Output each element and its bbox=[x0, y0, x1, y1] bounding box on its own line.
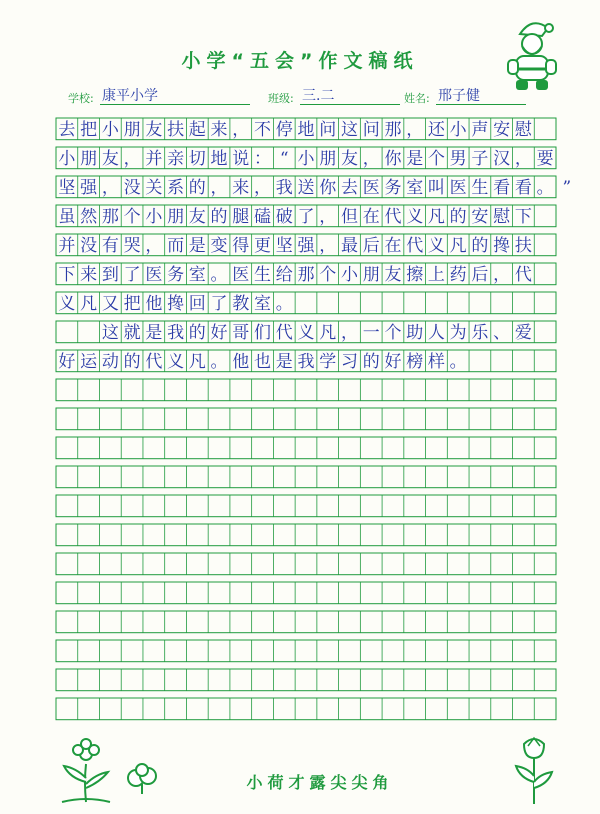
flower-icon bbox=[56, 738, 116, 804]
grid-row-frame bbox=[56, 698, 556, 720]
essay-char: 没 bbox=[80, 235, 98, 256]
essay-char: ， bbox=[514, 148, 532, 169]
essay-char: ： bbox=[254, 148, 272, 169]
essay-char: 好 bbox=[384, 351, 402, 372]
essay-char: 搀 bbox=[167, 293, 185, 314]
grid-row-frame bbox=[56, 553, 556, 575]
essay-char: 慰 bbox=[514, 119, 532, 140]
essay-char: 回 bbox=[188, 293, 206, 314]
essay-char: 坚 bbox=[58, 177, 76, 198]
essay-char: 把 bbox=[123, 293, 141, 314]
essay-char: 磕 bbox=[254, 206, 272, 227]
grid-row bbox=[56, 495, 556, 517]
essay-char: 后 bbox=[362, 235, 380, 256]
essay-char: 不 bbox=[254, 119, 272, 140]
essay-char: 助 bbox=[406, 322, 424, 343]
essay-char: 是 bbox=[188, 235, 206, 256]
essay-char: 朋 bbox=[80, 148, 98, 169]
essay-char: 看 bbox=[514, 177, 532, 198]
essay-char: 代 bbox=[384, 206, 402, 227]
essay-char: 习 bbox=[340, 351, 358, 372]
essay-char: 扶 bbox=[514, 235, 532, 256]
essay-char: 室 bbox=[254, 293, 272, 314]
essay-char: 药 bbox=[449, 264, 467, 285]
essay-char: 没 bbox=[123, 177, 141, 198]
essay-char: 去 bbox=[58, 119, 76, 140]
essay-char: 安 bbox=[493, 119, 511, 140]
essay-char: ， bbox=[232, 119, 250, 140]
essay-char: 地 bbox=[210, 148, 228, 169]
essay-char: 我 bbox=[167, 322, 185, 343]
essay-char: 友 bbox=[101, 148, 119, 169]
essay-char: 代 bbox=[406, 235, 424, 256]
essay-char: 的 bbox=[188, 322, 206, 343]
essay-char: 切 bbox=[188, 148, 206, 169]
essay-char: 腿 bbox=[232, 206, 250, 227]
essay-char: 室 bbox=[188, 264, 206, 285]
essay-char: 爱 bbox=[514, 322, 532, 343]
essay-char: 那 bbox=[101, 206, 119, 227]
essay-char: ， bbox=[340, 322, 358, 343]
essay-char: 子 bbox=[471, 148, 489, 169]
essay-char: ” bbox=[562, 177, 572, 198]
essay-char: 义 bbox=[427, 235, 445, 256]
essay-char: ， bbox=[101, 177, 119, 198]
grid-row-frame bbox=[56, 495, 556, 517]
essay-char: 友 bbox=[145, 119, 163, 140]
grid-row bbox=[56, 640, 556, 662]
essay-char: 扶 bbox=[167, 119, 185, 140]
essay-char: 在 bbox=[384, 235, 402, 256]
essay-char: 小 bbox=[101, 119, 119, 140]
grid-row-frame bbox=[56, 408, 556, 430]
essay-char: 下 bbox=[514, 206, 532, 227]
essay-char: 来 bbox=[80, 264, 98, 285]
grid-row bbox=[56, 698, 556, 720]
essay-char: 义 bbox=[406, 206, 424, 227]
essay-char: 义 bbox=[58, 293, 76, 314]
essay-char: 务 bbox=[167, 264, 185, 285]
essay-char: 室 bbox=[406, 177, 424, 198]
grid-row bbox=[56, 466, 556, 488]
essay-char: 来 bbox=[232, 177, 250, 198]
essay-char: 教 bbox=[232, 293, 250, 314]
essay-char: 并 bbox=[145, 148, 163, 169]
essay-char: 变 bbox=[210, 235, 228, 256]
essay-char: 虽 bbox=[58, 206, 76, 227]
essay-char: 问 bbox=[319, 119, 337, 140]
name-value: 邢子健 bbox=[438, 88, 480, 104]
essay-char: 凡 bbox=[188, 351, 206, 372]
essay-char: 地 bbox=[297, 119, 315, 140]
essay-char: 是 bbox=[145, 322, 163, 343]
essay-char: 那 bbox=[384, 119, 402, 140]
essay-char: 我 bbox=[297, 351, 315, 372]
essay-char: 哥 bbox=[232, 322, 250, 343]
grid-row-frame bbox=[56, 582, 556, 604]
grid-row bbox=[56, 553, 556, 575]
grid-row bbox=[56, 408, 556, 430]
essay-char: ， bbox=[493, 264, 511, 285]
essay-char: 然 bbox=[80, 206, 98, 227]
essay-char: 后 bbox=[471, 264, 489, 285]
essay-char: 声 bbox=[471, 119, 489, 140]
essay-char: 好 bbox=[58, 351, 76, 372]
essay-char: 系 bbox=[167, 177, 185, 198]
essay-char: 友 bbox=[188, 206, 206, 227]
essay-char: 。 bbox=[275, 293, 293, 314]
essay-char: ， bbox=[123, 148, 141, 169]
grid-row-frame bbox=[56, 611, 556, 633]
essay-char: 来 bbox=[210, 119, 228, 140]
essay-char: 个 bbox=[319, 264, 337, 285]
essay-char: 擦 bbox=[406, 264, 424, 285]
essay-char: 有 bbox=[101, 235, 119, 256]
essay-char: 就 bbox=[123, 322, 141, 343]
grid-row bbox=[56, 524, 556, 546]
essay-char: 搀 bbox=[493, 235, 511, 256]
essay-char: ， bbox=[406, 119, 424, 140]
essay-char: 强 bbox=[297, 235, 315, 256]
grid-row-frame bbox=[56, 466, 556, 488]
essay-char: 。 bbox=[449, 351, 467, 372]
essay-char: 凡 bbox=[80, 293, 98, 314]
essay-char: ， bbox=[145, 235, 163, 256]
essay-char: 的 bbox=[188, 177, 206, 198]
essay-char: 是 bbox=[406, 148, 424, 169]
school-value: 康平小学 bbox=[102, 88, 158, 104]
essay-char: 医 bbox=[145, 264, 163, 285]
essay-char: 小 bbox=[449, 119, 467, 140]
essay-char: 小 bbox=[340, 264, 358, 285]
essay-char: 小 bbox=[58, 148, 76, 169]
essay-char: 到 bbox=[101, 264, 119, 285]
essay-char: 务 bbox=[384, 177, 402, 198]
essay-char: 动 bbox=[101, 351, 119, 372]
class-value: 三.二 bbox=[302, 88, 335, 104]
essay-char: 代 bbox=[514, 264, 532, 285]
essay-char: 的 bbox=[210, 206, 228, 227]
essay-char: 你 bbox=[384, 148, 402, 169]
essay-char: 生 bbox=[254, 264, 272, 285]
essay-char: 去 bbox=[340, 177, 358, 198]
essay-char: 把 bbox=[80, 119, 98, 140]
essay-char: 榜 bbox=[406, 351, 424, 372]
essay-char: 那 bbox=[297, 264, 315, 285]
essay-char: ， bbox=[319, 235, 337, 256]
essay-char: 慰 bbox=[493, 206, 511, 227]
essay-char: 运 bbox=[80, 351, 98, 372]
tulip-icon bbox=[510, 736, 558, 806]
essay-char: 了 bbox=[123, 264, 141, 285]
essay-char: 这 bbox=[101, 322, 119, 343]
essay-char: 坚 bbox=[275, 235, 293, 256]
essay-char: ， bbox=[362, 148, 380, 169]
essay-char: 学 bbox=[319, 351, 337, 372]
page-title: 小学“五会”作文稿纸 bbox=[181, 50, 419, 72]
essay-char: 的 bbox=[123, 351, 141, 372]
essay-char: 为 bbox=[449, 322, 467, 343]
essay-char: 他 bbox=[145, 293, 163, 314]
essay-char: ， bbox=[319, 206, 337, 227]
essay-char: 上 bbox=[427, 264, 445, 285]
essay-char: 凡 bbox=[427, 206, 445, 227]
essay-char: 停 bbox=[275, 119, 293, 140]
essay-char: 这 bbox=[340, 119, 358, 140]
essay-char: 下 bbox=[58, 264, 76, 285]
essay-char: 朋 bbox=[167, 206, 185, 227]
essay-char: 亲 bbox=[167, 148, 185, 169]
essay-char: 强 bbox=[80, 177, 98, 198]
essay-char: 还 bbox=[427, 119, 445, 140]
grid-row-frame bbox=[56, 524, 556, 546]
essay-char: 给 bbox=[275, 264, 293, 285]
essay-char: 我 bbox=[275, 177, 293, 198]
essay-char: 送 bbox=[297, 177, 315, 198]
essay-char: 更 bbox=[254, 235, 272, 256]
essay-char: 样 bbox=[427, 351, 445, 372]
grid-row-frame bbox=[56, 379, 556, 401]
essay-char: 。 bbox=[210, 351, 228, 372]
essay-char: 的 bbox=[471, 235, 489, 256]
essay-char: 说 bbox=[232, 148, 250, 169]
footer-slogan: 小荷才露尖尖角 bbox=[246, 773, 394, 792]
essay-char: 了 bbox=[297, 206, 315, 227]
essay-char: 友 bbox=[384, 264, 402, 285]
essay-char: 在 bbox=[362, 206, 380, 227]
essay-char: 个 bbox=[427, 148, 445, 169]
essay-char: 但 bbox=[340, 206, 358, 227]
essay-char: 破 bbox=[275, 206, 293, 227]
essay-char: 了 bbox=[210, 293, 228, 314]
grid-row bbox=[56, 611, 556, 633]
name-label: 姓名: bbox=[404, 92, 430, 105]
essay-char: 哭 bbox=[123, 235, 141, 256]
essay-char: 是 bbox=[275, 351, 293, 372]
essay-char: 。 bbox=[536, 177, 554, 198]
essay-char: 医 bbox=[362, 177, 380, 198]
essay-char: 代 bbox=[275, 322, 293, 343]
essay-char: 们 bbox=[254, 322, 272, 343]
essay-char: 凡 bbox=[449, 235, 467, 256]
essay-char: 最 bbox=[340, 235, 358, 256]
essay-char: 的 bbox=[449, 206, 467, 227]
essay-char: 安 bbox=[471, 206, 489, 227]
essay-char: 朋 bbox=[319, 148, 337, 169]
essay-char: “ bbox=[279, 148, 289, 169]
grid-row-frame bbox=[56, 437, 556, 459]
essay-char: 朋 bbox=[123, 119, 141, 140]
essay-char: 要 bbox=[536, 148, 554, 169]
bush-icon bbox=[124, 762, 160, 796]
essay-char: 起 bbox=[188, 119, 206, 140]
essay-char: 乐 bbox=[471, 322, 489, 343]
grid-row bbox=[56, 669, 556, 691]
grid-row-frame bbox=[56, 640, 556, 662]
essay-char: 他 bbox=[232, 351, 250, 372]
essay-char: 医 bbox=[449, 177, 467, 198]
essay-char: 。 bbox=[210, 264, 228, 285]
essay-char: 好 bbox=[210, 322, 228, 343]
essay-char: 、 bbox=[493, 322, 511, 343]
essay-char: 汉 bbox=[493, 148, 511, 169]
essay-char: 个 bbox=[384, 322, 402, 343]
essay-char: 的 bbox=[362, 351, 380, 372]
essay-char: ， bbox=[210, 177, 228, 198]
grid-row-frame bbox=[56, 669, 556, 691]
grid-row bbox=[56, 437, 556, 459]
essay-char: 个 bbox=[123, 206, 141, 227]
essay-char: 小 bbox=[145, 206, 163, 227]
essay-char: 生 bbox=[471, 177, 489, 198]
essay-char: 又 bbox=[101, 293, 119, 314]
essay-char: 你 bbox=[319, 177, 337, 198]
essay-char: 朋 bbox=[362, 264, 380, 285]
essay-char: 人 bbox=[427, 322, 445, 343]
essay-char: 问 bbox=[362, 119, 380, 140]
essay-char: 看 bbox=[493, 177, 511, 198]
essay-char: 叫 bbox=[427, 177, 445, 198]
essay-char: 也 bbox=[254, 351, 272, 372]
essay-char: 得 bbox=[232, 235, 250, 256]
essay-char: 医 bbox=[232, 264, 250, 285]
essay-char: 代 bbox=[145, 351, 163, 372]
essay-char: 一 bbox=[362, 322, 380, 343]
essay-char: 义 bbox=[167, 351, 185, 372]
essay-char: 小 bbox=[297, 148, 315, 169]
essay-char: 男 bbox=[449, 148, 467, 169]
essay-char: 义 bbox=[297, 322, 315, 343]
class-label: 班级: bbox=[268, 92, 294, 105]
grid-row bbox=[56, 379, 556, 401]
grid-row bbox=[56, 582, 556, 604]
essay-char: 凡 bbox=[319, 322, 337, 343]
essay-char: ， bbox=[254, 177, 272, 198]
essay-char: 关 bbox=[145, 177, 163, 198]
essay-char: 并 bbox=[58, 235, 76, 256]
essay-char: 友 bbox=[340, 148, 358, 169]
essay-char: 而 bbox=[167, 235, 185, 256]
school-label: 学校: bbox=[68, 92, 94, 105]
